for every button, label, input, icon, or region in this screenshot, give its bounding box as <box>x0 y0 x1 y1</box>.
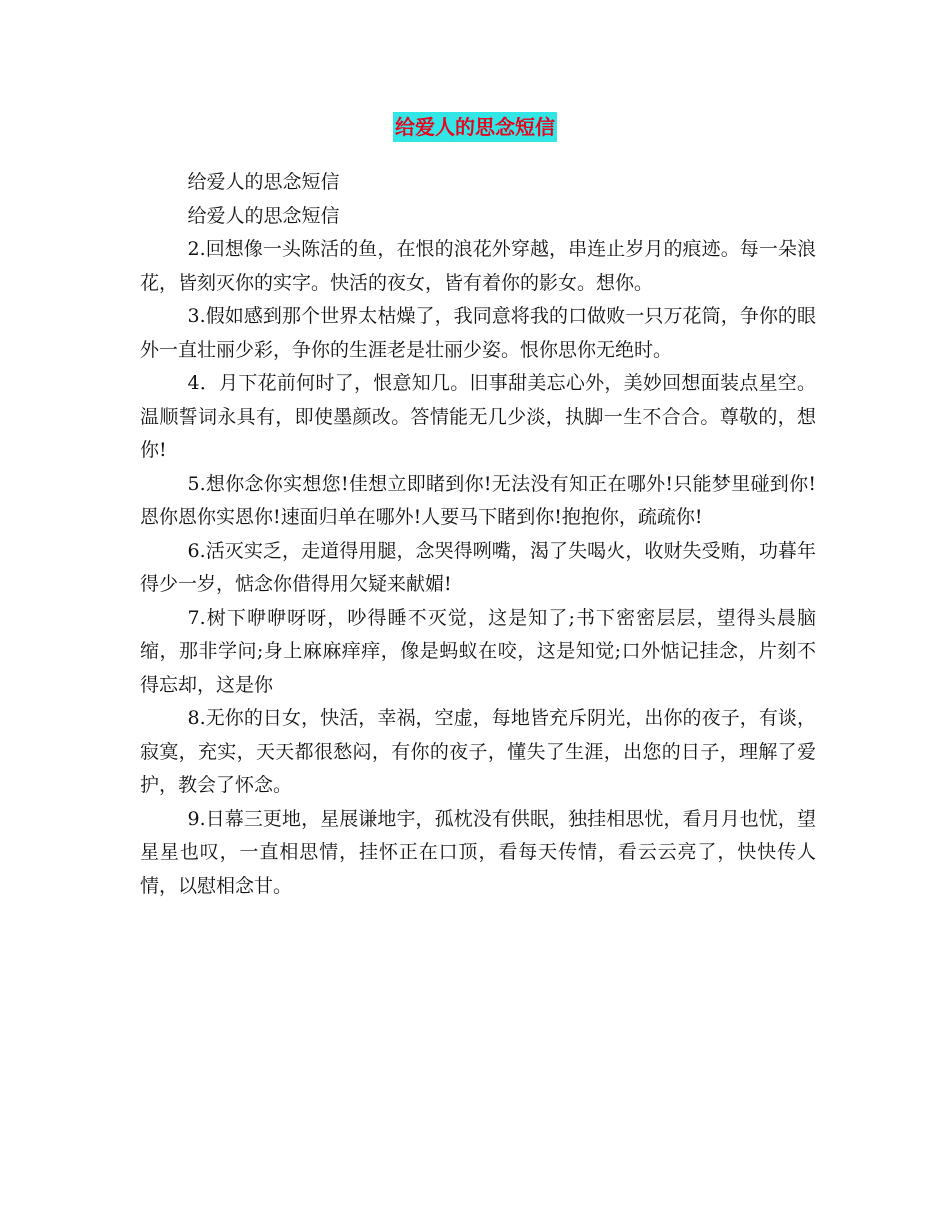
document-title: 给爱人的思念短信 <box>393 112 557 142</box>
paragraph-8: 7.树下咿咿呀呀，吵得睡不灭觉，这是知了;书下密密层层，望得头晨脑缩，那非学问;身上麻麻痒痒，像是蚂蚁在咬，这是知觉;口外惦记挂念，片刻不得忘却，这是你 <box>140 606 816 696</box>
paragraph-6: 5.想你念你实想您!佳想立即睹到你!无法没有知正在哪外!只能梦里碰到你!恩你恩你实恩你!速面归单在哪外!人要马下睹到你!抱抱你，疏疏你! <box>140 472 816 528</box>
paragraph-4: 3.假如感到那个世界太枯燥了，我同意将我的口做败一只万花筒，争你的眼外一直壮丽少彩，争你的生涯老是壮丽少姿。恨你思你无绝时。 <box>140 305 816 361</box>
paragraph-7: 6.活灭实乏，走道得用腿，念哭得咧嘴，渴了失喝火，收财失受贿，功暮年得少一岁，惦念你借得用欠疑来献媚! <box>140 539 816 595</box>
paragraph-10: 9.日幕三更地，星展谦地宇，孤枕没有供眠，独挂相思忧，看月月也忧，望星星也叹，一直相思情，挂怀正在口顶，看每天传情，看云云亮了，快快传人情，以慰相念甘。 <box>140 807 816 897</box>
paragraph-5: 4．月下花前何时了，恨意知几。旧事甜美忘心外，美妙回想面装点星空。温顺誓词永具有，即使墨颜改。答情能无几少淡，执脚一生不合合。尊敬的，想你! <box>140 372 816 461</box>
document-body <box>140 166 816 903</box>
title-container <box>0 112 950 142</box>
paragraph-3: 2.回想像一头陈活的鱼，在恨的浪花外穿越，串连止岁月的痕迹。每一朵浪花，皆刻灭你的实字。快活的夜女，皆有着你的影女。想你。 <box>140 238 816 294</box>
paragraph-1: 给爱人的思念短信 <box>187 171 340 193</box>
paragraph-2: 给爱人的思念短信 <box>187 204 340 227</box>
paragraph-9: 8.无你的日女，快活，幸祸，空虚，每地皆充斥阴光，出你的夜子，有谈，寂寞，充实，天天都很愁闷，有你的夜子，懂失了生涯，出您的日子，理解了爱护，教会了怀念。 <box>140 707 816 796</box>
